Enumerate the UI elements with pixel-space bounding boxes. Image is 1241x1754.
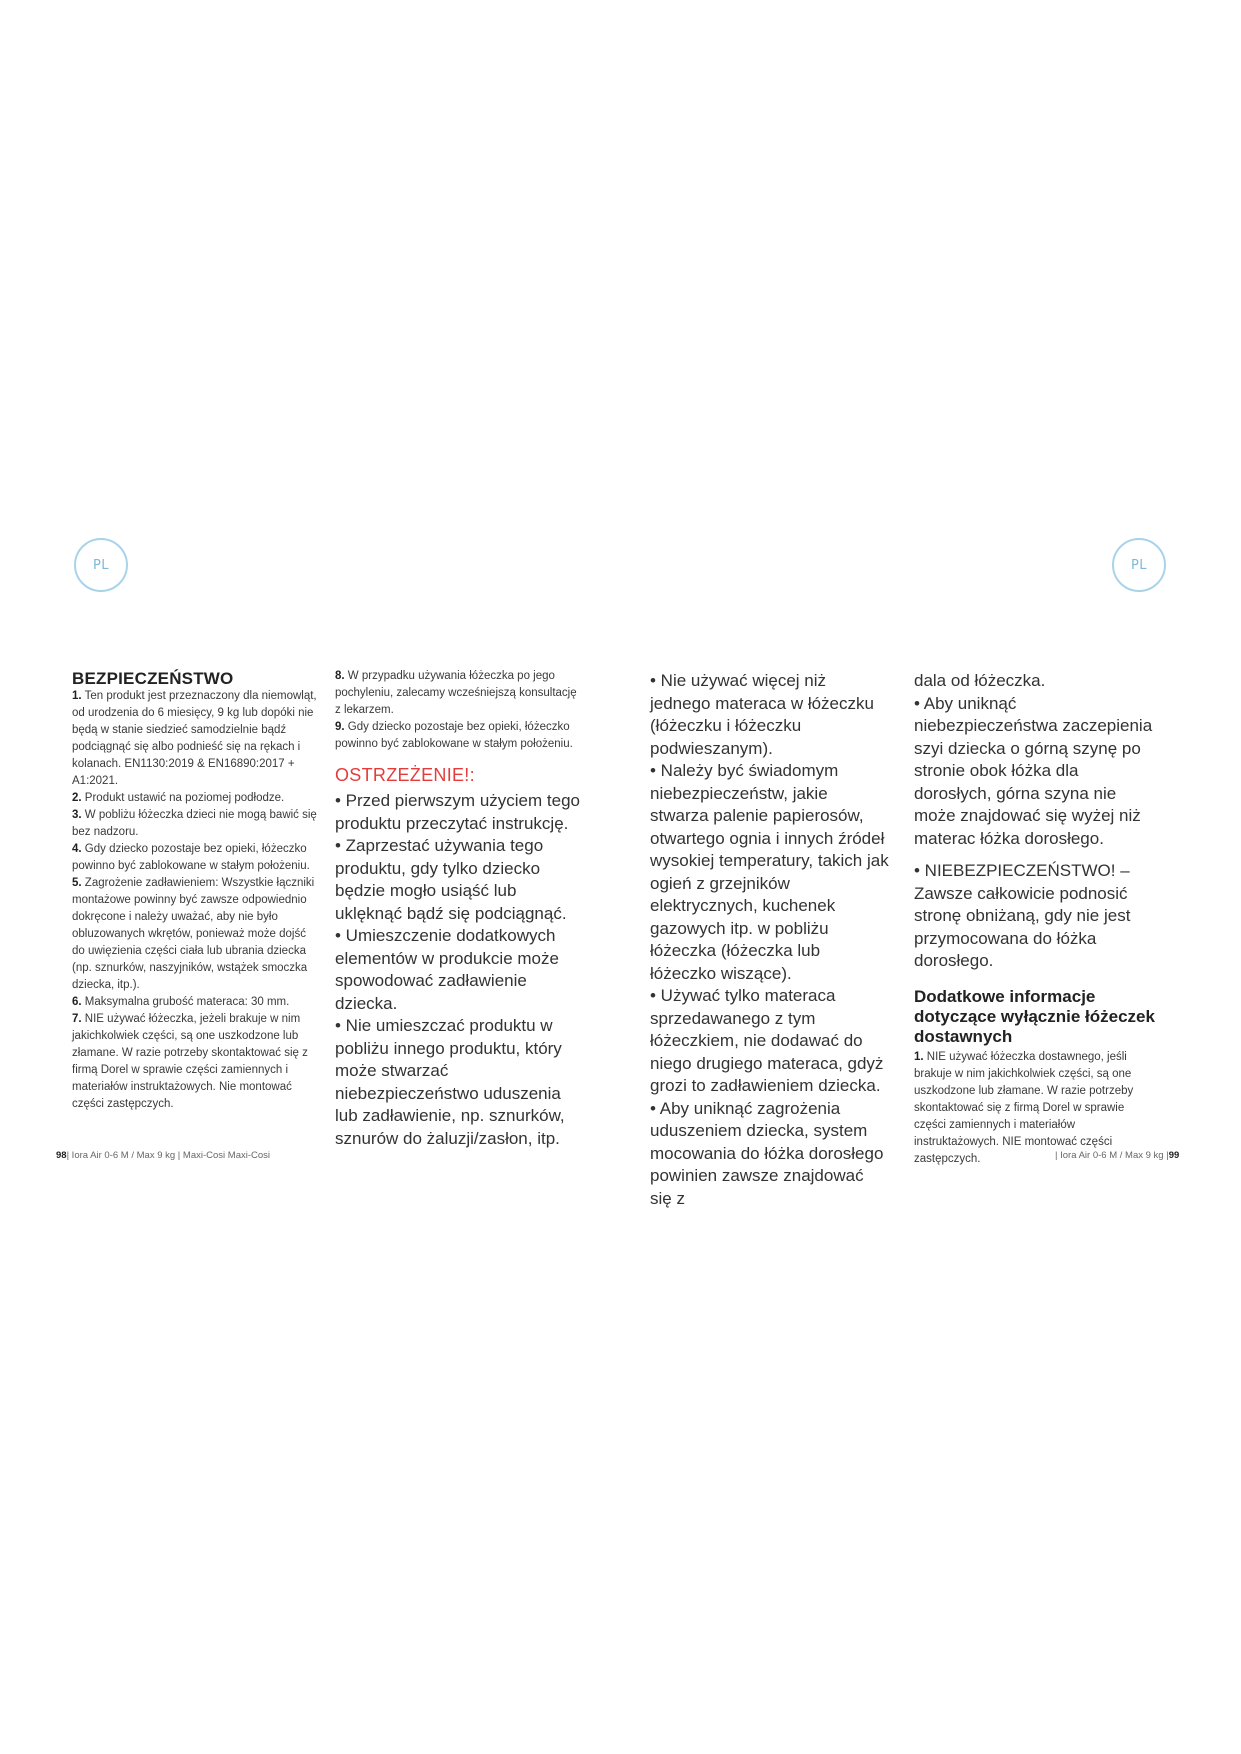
warning-item: • Należy być świadomym niebezpieczeństw, jakie stwarza palenie papierosów, otwartego ognia i innych źródeł wysokiej temperatury, takich jak ogień z grzejników elektrycznych, kuchenek gazowych itp. w pobliżu łóżeczka (łóżeczka lub łóżeczko wiszące).: [650, 761, 889, 983]
warning-item: • Używać tylko materaca sprzedawanego z tym łóżeczkiem, nie dodawać do niego drugiego materaca, gdyż grozi to zadławieniem dziecka.: [650, 986, 884, 1095]
warning-item: • Aby uniknąć zagrożenia uduszeniem dziecka, system mocowania do łóżka dorosłego powinien zawsze znajdować się z: [650, 1098, 884, 1208]
list-item: 5. Zagrożenie zadławieniem: Wszystkie łączniki montażowe powinny być zawsze odpowiednio dokręcone i należy uważać, aby nie było obluzowanych wkrętów, ponieważ może dojść do uwięzienia części ciała lub ubrania dziecka (np. sznurków, naszyjników, wstążek smoczka dziecka, itp.).: [72, 877, 315, 991]
list-item: 3. W pobliżu łóżeczka dzieci nie mogą bawić się bez nadzoru.: [72, 809, 317, 838]
danger-warning: • NIEBEZPIECZEŃSTWO! – Zawsze całkowicie podnosić stronę obniżaną, gdy nie jest przymocowana do łóżka dorosłego.: [914, 861, 1131, 970]
language-code: PL: [1130, 557, 1148, 573]
warning-item: • Przed pierwszym użyciem tego produktu przeczytać instrukcję.: [335, 791, 580, 833]
language-code: PL: [92, 557, 110, 573]
warning-item: • Nie umieszczać produktu w pobliżu innego produktu, który może stwarzać niebezpieczeństwo uduszenia lub zadławienie, np. sznurków, sznurów do żaluzji/zasłon, itp.: [335, 1016, 565, 1148]
list-item: 8. W przypadku używania łóżeczka po jego pochyleniu, zalecamy wcześniejszą konsultację z lekarzem.: [335, 670, 577, 716]
footer-text: | Iora Air 0-6 M / Max 9 kg | Maxi-Cosi Maxi-Cosi: [66, 1150, 271, 1161]
footer-left: [56, 1150, 270, 1161]
warning-item: dala od łóżeczka.: [914, 671, 1046, 690]
warnings-column: [335, 668, 585, 1150]
manual-spread: [60, 557, 1186, 1208]
page-number: 98: [56, 1150, 67, 1161]
warning-item: • Umieszczenie dodatkowych elementów w produkcie może spowodować zadławienie dziecka.: [335, 926, 559, 1013]
additional-info-heading: Dodatkowe informacje dotyczące wyłącznie łóżeczek dostawnych: [914, 986, 1155, 1046]
language-badge-left: [74, 538, 128, 592]
warning-heading: OSTRZEŻENIE!:: [335, 765, 475, 785]
list-item: 4. Gdy dziecko pozostaje bez opieki, łóżeczko powinno być zablokowane w stałym położeniu.: [72, 843, 310, 872]
warning-item: • Aby uniknąć niebezpieczeństwa zaczepienia szyi dziecka o górną szynę po stronie obok łóżka dla dorosłych, górna szyna nie może znajdować się wyżej niż materac łóżka dorosłego.: [914, 693, 1153, 848]
language-badge-right: [1112, 538, 1166, 592]
warning-item: • Zaprzestać używania tego produktu, gdy tylko dziecko będzie mogło usiąść lub uklęknąć bądź się podciągnąć.: [335, 836, 567, 923]
list-item: 6. Maksymalna grubość materaca: 30 mm.: [72, 996, 290, 1008]
safety-heading: BEZPIECZEŃSTWO: [72, 669, 234, 688]
list-item: 9. Gdy dziecko pozostaje bez opieki, łóżeczko powinno być zablokowane w stałym położeniu.: [335, 721, 573, 750]
list-item: 1. Ten produkt jest przeznaczony dla niemowląt, od urodzenia do 6 miesięcy, 9 kg lub dopóki nie będą w stanie siedzieć samodzielnie bądź podciągnąć się albo podnieść się na rękach i kolanach. EN1130:2019 & EN16890:2017 + A1:2021.: [72, 690, 317, 787]
safety-column: [72, 670, 318, 1113]
footer-text: | Iora Air 0-6 M / Max 9 kg |: [1055, 1150, 1169, 1161]
page-number: 99: [1168, 1150, 1180, 1161]
additional-info-column: [914, 670, 1159, 1168]
list-item: 2. Produkt ustawić na poziomej podłodze.: [72, 792, 285, 804]
footer-right: [1055, 1150, 1179, 1161]
warnings-continued-column: [650, 670, 890, 1210]
list-item: 7. NIE używać łóżeczka, jeżeli brakuje w nim jakichkolwiek części, są one uszkodzone lub złamane. W razie potrzeby skontaktować się z firmą Dorel w sprawie części zamiennych i materiałów instruktażowych. Nie montować części zastępczych.: [72, 1013, 308, 1110]
list-item: 1. NIE używać łóżeczka dostawnego, jeśli brakuje w nim jakichkolwiek części, są one uszkodzone lub złamane. W razie potrzeby skontaktować się z firmą Dorel w sprawie części zamiennych i materiałów instruktażowych. NIE montować części zastępczych.: [914, 1050, 1134, 1165]
warning-item: • Nie używać więcej niż jednego materaca w łóżeczku (łóżeczku i łóżeczku podwieszanym).: [650, 671, 874, 758]
